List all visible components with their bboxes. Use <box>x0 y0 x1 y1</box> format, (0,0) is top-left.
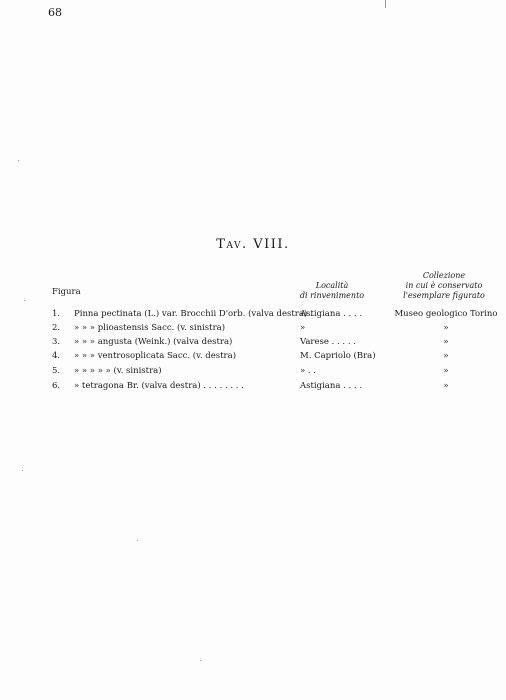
table-row <box>0 323 506 337</box>
figure-description: » » » plioastensis Sacc. (v. sinistra) <box>74 323 226 333</box>
figure-locality: » <box>300 323 306 333</box>
page-number: 68 <box>48 6 62 19</box>
scan-speck <box>385 0 386 8</box>
figure-collection: » <box>443 366 449 376</box>
column-header-collezione-line3: l'esemplare figurato <box>403 291 485 300</box>
column-header-collezione-line2: in cui è conservato <box>405 281 483 290</box>
table-row <box>0 351 506 365</box>
figure-collection: » <box>443 323 449 333</box>
figure-description: » tetragona Br. (valva destra) . . . . . . . . <box>74 381 244 391</box>
table-row <box>0 309 506 323</box>
figure-locality: M. Capriolo (Bra) <box>300 351 376 361</box>
figure-collection: Museo geologico Torino <box>394 309 498 319</box>
scan-speck <box>18 160 19 161</box>
column-header-figura: Figura <box>52 287 81 297</box>
figure-description: » » » ventrosoplicata Sacc. (v. destra) <box>74 351 237 361</box>
plate-title <box>0 237 506 252</box>
figure-description: » » » » » (v. sinistra) <box>74 366 162 376</box>
figure-locality: Varese . . . . . <box>300 337 356 347</box>
figure-number: 6. <box>52 381 61 391</box>
scan-speck <box>137 540 138 541</box>
column-header-localita <box>296 281 368 301</box>
figure-locality: Astigiana . . . . <box>300 309 363 319</box>
figure-number: 4. <box>52 351 61 361</box>
column-header-collezione <box>386 271 502 301</box>
table-row <box>0 337 506 351</box>
figure-description: Pinna pectinata (L.) var. Brocchii D'orb. (valva destra) . <box>74 309 313 319</box>
table-row <box>0 366 506 380</box>
figure-collection: » <box>443 337 449 347</box>
scan-speck <box>24 300 25 301</box>
figure-number: 5. <box>52 366 61 376</box>
plate-title-text: Tav. VIII. <box>216 237 290 252</box>
column-header-localita-line2: di rinvenimento <box>299 291 365 300</box>
figure-number: 2. <box>52 323 61 333</box>
table-row <box>0 381 506 395</box>
figure-locality: Astigiana . . . . <box>300 381 363 391</box>
figure-collection: » <box>443 381 449 391</box>
figure-number: 1. <box>52 309 61 319</box>
figure-collection: » <box>443 351 449 361</box>
figure-number: 3. <box>52 337 61 347</box>
scan-speck <box>200 660 201 661</box>
scan-speck <box>22 470 23 471</box>
column-header-localita-line1: Località <box>315 281 349 290</box>
figure-locality: » . . <box>300 366 317 376</box>
column-header-collezione-line1: Collezione <box>422 271 466 280</box>
figure-description: » » » angusta (Weink.) (valva destra) <box>74 337 233 347</box>
